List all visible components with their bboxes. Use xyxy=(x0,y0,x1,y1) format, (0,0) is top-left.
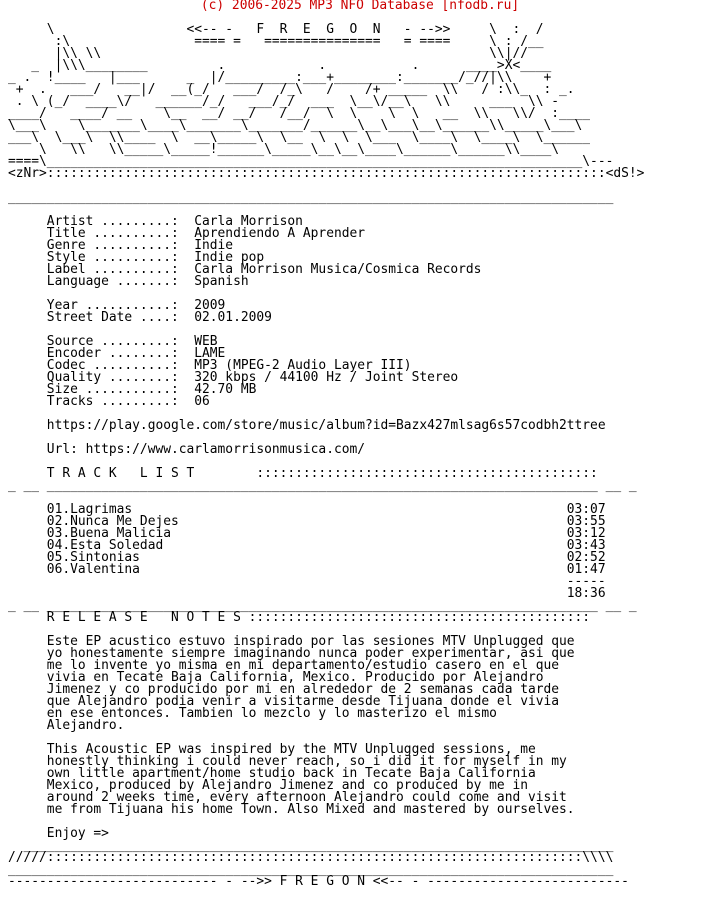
nfo-line: _ . !____ |___ _ |/_________:___+________:_______/_//|\\ + xyxy=(8,70,552,85)
nfo-line: ___\ \___\ \\____ \ __\_____\ \__ \ \ \___ \____\ \____\ \______ xyxy=(8,130,591,145)
nfo-line: around 2 weeks time, every afternoon Alejandro could come and visit xyxy=(8,790,567,805)
nfo-line: ____________________________________________________________________________ xyxy=(8,838,614,853)
nfo-line: Title ..........: Aprendiendo A Aprender xyxy=(8,226,365,241)
nfo-line: Tracks .........: 06 xyxy=(8,394,210,409)
nfo-line: 05.Sintonias 02:52 xyxy=(8,550,606,565)
nfo-header: (c) 2006-2025 MP3 NFO Database [nfodb.ru] xyxy=(200,0,520,13)
nfo-line: \ <<-- - F R E G O N - -->> \ : / xyxy=(8,22,544,37)
nfo-line: <zNr>::::::::::::::::::::::::::::::::::::::::::::::::::::::::::::::::::::::::<dS!> xyxy=(8,166,645,181)
nfo-line: Mexico, produced by Alejandro Jimenez and co produced by me in xyxy=(8,778,528,793)
nfo-line: This Acoustic EP was inspired by the MTV Unplugged sessions, me xyxy=(8,742,536,757)
nfo-line: Year ...........: 2009 xyxy=(8,298,226,313)
nfo-line: ____/ ____/ __ \__ __/ __/ /__/ \ \ \ \ __ \\ \\/ :____ xyxy=(8,106,591,121)
nfo-line: --------------------------- - -->> F R E G O N <<-- - -------------------------- xyxy=(8,874,629,889)
nfo-line: honestly thinking i could never reach, so i did it for myself in my xyxy=(8,754,567,769)
nfo-line: ______________________________________________________________________________ xyxy=(8,862,614,877)
nfo-line: 03.Buena Malicia 03:12 xyxy=(8,526,606,541)
nfo-line: Label ..........: Carla Morrison Musica/Cosmica Records xyxy=(8,262,482,277)
nfo-line: . \ (_/ ____\/ ______/_/ ___/_/ ___ \__\/__\ \\ ___ \\ - xyxy=(8,94,560,109)
nfo-line: \___\ \_______\____\_______\_______/______\__\___\__\______\\_____\___\ xyxy=(8,118,583,133)
nfo-line: _ __ _______________________________________________________________________ __ _ xyxy=(8,478,637,493)
nfo-line: me lo invente yo misma en mi departamento/estudio casero en el que xyxy=(8,658,560,673)
nfo-line: Url: https://www.carlamorrisonmusica.com/ xyxy=(8,442,365,457)
nfo-line: ----- xyxy=(8,574,606,589)
nfo-line: yo honestamente siempre imaginando nunca poder experimentar, asi que xyxy=(8,646,575,661)
nfo-line: |\\ \\ \\|// xyxy=(8,46,528,61)
nfo-line: vivia en Tecate Baja California, Mexico. Producido por Alejandro xyxy=(8,670,544,685)
nfo-line: Encoder ........: LAME xyxy=(8,346,226,361)
nfo-line: _ __ _______________________________________________________________________ __ _ xyxy=(8,598,637,613)
nfo-line: Alejandro. xyxy=(8,718,125,733)
nfo-line: Jimenez y co producido por mi en alrededor de 2 semanas cada tarde xyxy=(8,682,560,697)
nfo-line: Artist .........: Carla Morrison xyxy=(8,214,303,229)
nfo-line: https://play.google.com/store/music/album?id=Bazx427mlsag6s57codbh2ttree xyxy=(8,418,606,433)
nfo-line: Genre ..........: Indie xyxy=(8,238,234,253)
nfo-line: 18:36 xyxy=(8,586,606,601)
nfo-line: 02.Nunca Me Dejes 03:55 xyxy=(8,514,606,529)
nfo-line: + . ___/ __|/ __(_/ ___/ /_\ / /+ _____ \\ / :\\_ : _. xyxy=(8,82,575,97)
nfo-line: 01.Lagrimas 03:07 xyxy=(8,502,606,517)
nfo-line: 06.Valentina 01:47 xyxy=(8,562,606,577)
nfo-line: ______________________________________________________________________________ xyxy=(8,190,614,205)
nfo-line: Codec ..........: MP3 (MPEG-2 Audio Layer III) xyxy=(8,358,412,373)
nfo-line: Este EP acustico estuvo inspirado por las sesiones MTV Unplugged que xyxy=(8,634,575,649)
nfo-line: own little apartment/home studio back in Tecate Baja California xyxy=(8,766,536,781)
nfo-line: me from Tijuana his home Town. Also Mixed and mastered by ourselves. xyxy=(8,802,575,817)
nfo-line: Language .......: Spanish xyxy=(8,274,249,289)
nfo-line: Enjoy => xyxy=(8,826,109,841)
nfo-line: :\ ==== = =============== = ==== \ : /__ xyxy=(8,34,544,49)
nfo-line: en ese entonces. Tambien lo mezclo y lo masterizo el mismo xyxy=(8,706,497,721)
nfo-line: R E L E A S E N O T E S :::::::::::::::::::::::::::::::::::::::::::: xyxy=(8,610,591,625)
nfo-line: ====\_____________________________________________________________________\--- xyxy=(8,154,614,169)
nfo-line: T R A C K L I S T :::::::::::::::::::::::::::::::::::::::::::: xyxy=(8,466,598,481)
nfo-line: Source .........: WEB xyxy=(8,334,218,349)
nfo-line: 04.Esta Soledad 03:43 xyxy=(8,538,606,553)
nfo-line: que Alejandro podia venir a visitarme desde Tijuana donde el vivia xyxy=(8,694,560,709)
nfo-line: Size ...........: 42.70 MB xyxy=(8,382,257,397)
nfo-line: /////:::::::::::::::::::::::::::::::::::::::::::::::::::::::::::::::::::::\\\\ xyxy=(8,850,614,865)
nfo-line: Street Date ....: 02.01.2009 xyxy=(8,310,272,325)
nfo-line: \ \\ \\_____\_____!______\_____\__\__\____\______\______\\____\ xyxy=(8,142,560,157)
nfo-line: _ |\\\________ . . . ____>X<____ xyxy=(8,58,552,73)
nfo-line: Style ..........: Indie pop xyxy=(8,250,265,265)
nfo-line: Quality ........: 320 kbps / 44100 Hz / Joint Stereo xyxy=(8,370,459,385)
